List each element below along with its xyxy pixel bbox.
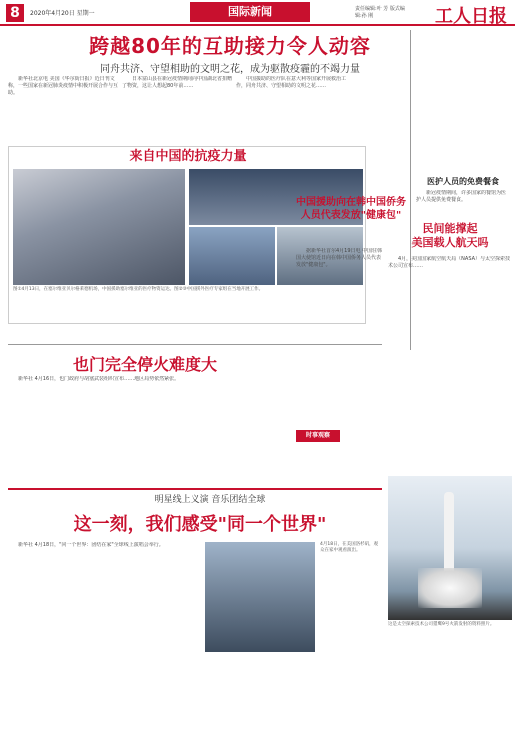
page-header (0, 0, 515, 26)
photo-supplies (189, 227, 275, 285)
photo-medical-team (13, 169, 185, 285)
article1-col3-text: 中国援助的医疗队在意大利等国家开展救治工作，同舟共济、守望相助的文明之花…… (236, 76, 346, 89)
newspaper-logo: 工人日报 (435, 6, 507, 27)
yemen-col (8, 376, 292, 484)
music-text: 新华社 4月18日，"同一个世界：团结在家"全球线上演唱会举行。 (18, 542, 164, 548)
article1-col1 (8, 76, 118, 142)
date-line: 2020年4月20日 星期一 (30, 10, 95, 17)
divider-music (8, 488, 382, 490)
space-title-line1: 民间能撑起 (422, 222, 478, 235)
space-text: 4月，美国国家航空航天局（NASA）与太空探索技术公司宣布…… (388, 256, 511, 269)
space-col (388, 256, 512, 470)
commentary-col (296, 446, 384, 486)
space-title-line2: 美国载人航天吗 (411, 236, 489, 249)
insurance-text: 新冠疫情期间，许多国家的餐馆为医护人员提供免费餐食。 (416, 190, 507, 203)
rocket-icon (444, 492, 454, 572)
smoke-icon (418, 568, 482, 608)
right-article-title-line1: 中国援助向在韩中国侨务 (296, 197, 406, 208)
right-article-text: 据新华社首尔4月19日电 中国驻韩国大使馆近日向在韩中国侨务人员代表发放"健康包"。 (296, 248, 383, 268)
article1-col2 (122, 76, 232, 142)
subheadline-main: 同舟共济、守望相助的文明之花，成为驱散疫霾的不竭力量 (100, 64, 360, 75)
divider-mid (8, 344, 382, 345)
headline-yemen: 也门完全停火难度大 (72, 355, 217, 374)
section-name: 国际新闻 (190, 2, 310, 22)
space-title (388, 222, 512, 250)
music-subhead: 明星线上义演 音乐团结全球 (154, 495, 266, 505)
editor-credit: 责任编辑:叶 芳 版式编辑:孙 刚 (355, 6, 405, 19)
right-article-title-line2: 人员代表发放"健康包" (300, 210, 402, 221)
photo-feature-title: 来自中国的抗疫力量 (129, 149, 247, 164)
article1-col1-text: 新华社北京电 美国《华尔街日报》近日刊文称，一些国家在新冠肺炎疫情中积极开展合作与互助。 (8, 76, 118, 96)
music-col2 (205, 656, 383, 742)
rocket-caption: 这是太空探索技术公司猎鹰9号火箭发射的资料照片。 (388, 622, 495, 627)
yemen-text: 新华社 4月16日，也门政府与胡塞武装组织宣布……地区局势依然紧张。 (18, 376, 180, 382)
music-caption: 4月18日，在美国洛杉矶，观众在家中观看演出。 (320, 542, 379, 553)
right-article-area (296, 176, 406, 188)
photo-caption: 图①4月13日，在塞尔维亚贝尔格莱德机场，中国援助塞尔维亚的医疗物资运达。图②③中国援外医疗专家组在当地开展工作。 (13, 287, 264, 292)
right-article (296, 196, 406, 225)
headline-main: 跨越80年的互助接力令人动容 (89, 34, 371, 58)
photo-rocket (388, 476, 512, 620)
page-number: 8 (6, 4, 24, 22)
insurance-title: 医护人员的免费餐食 (427, 177, 499, 186)
insurance-col (416, 190, 510, 220)
headline-music: 这一刻，我们感受"同一个世界" (73, 514, 327, 535)
tag-commentary: 时事观察 (296, 430, 340, 442)
music-col1 (8, 542, 198, 742)
right-article-col (296, 248, 384, 424)
article1-col3 (236, 76, 346, 142)
photo-concert (205, 542, 315, 652)
article1-col2-text: 日本富山县在新冠疫情期间向中国湖北省捐赠了物资，这让人想起80年前…… (122, 76, 232, 89)
